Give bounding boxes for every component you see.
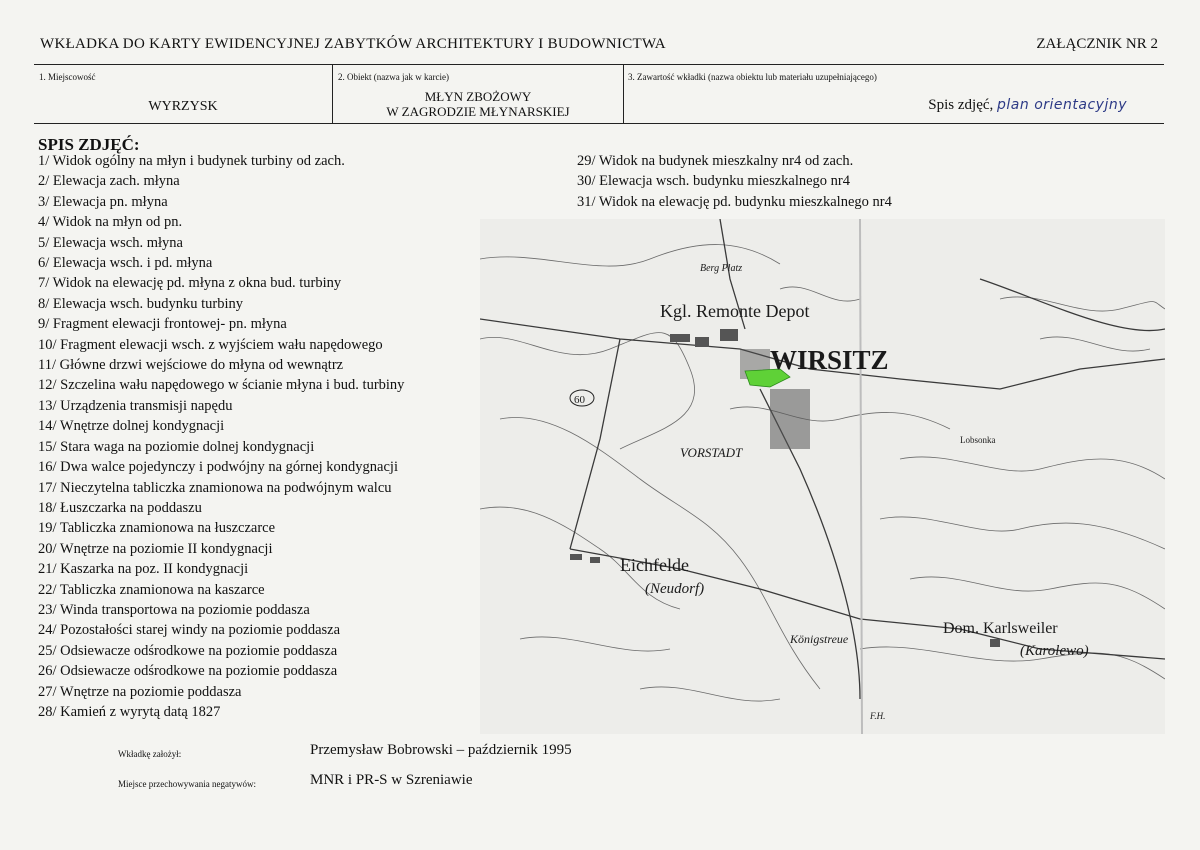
map-label-eichfelde: Eichfelde: [620, 555, 689, 575]
list-item: 22/ Tabliczka znamionowa na kaszarce: [38, 581, 265, 598]
list-item: 28/ Kamień z wyrytą datą 1827: [38, 703, 221, 720]
map-label-vorstadt: VORSTADT: [680, 445, 743, 460]
map-label-neudorf: (Neudorf): [645, 581, 705, 597]
photo-list-heading: SPIS ZDJĘĆ:: [38, 135, 140, 154]
locality-value: WYRZYSK: [148, 99, 218, 114]
locality-cell: [34, 65, 332, 123]
orientation-map: [480, 219, 1165, 734]
contents-cell: [623, 65, 1163, 123]
list-item: 24/ Pozostałości starej windy na poziomie poddasza: [38, 622, 341, 639]
list-item: 25/ Odsiewacze odśrodkowe na poziomie poddasza: [38, 642, 338, 659]
list-item: 5/ Elewacja wsch. młyna: [38, 234, 183, 251]
photo-list-left: [38, 151, 404, 722]
list-item: 8/ Elewacja wsch. budynku turbiny: [38, 295, 243, 312]
locality-label: 1. Miejscowość: [39, 72, 96, 82]
list-item: 20/ Wnętrze na poziomie II kondygnacji: [38, 540, 273, 557]
object-value-line2: W ZAGRODZIE MŁYNARSKIEJ: [386, 104, 570, 119]
storage-label: Miejsce przechowywania negatywów:: [118, 779, 256, 789]
contents-value: [928, 97, 1127, 114]
list-item: 14/ Wnętrze dolnej kondygnacji: [38, 418, 225, 435]
map-label-karlsweiler: Dom. Karlsweiler: [943, 620, 1058, 637]
list-item: 13/ Urządzenia transmisji napędu: [38, 397, 233, 414]
annex-number: ZAŁĄCZNIK NR 2: [1036, 36, 1158, 52]
list-item: 27/ Wnętrze na poziomie poddasza: [38, 683, 242, 700]
list-item: 9/ Fragment elewacji frontowej- pn. młyna: [38, 316, 287, 333]
list-item: 2/ Elewacja zach. młyna: [38, 173, 180, 190]
header-table: [34, 64, 1164, 124]
contents-typed: Spis zdjęć,: [928, 97, 994, 113]
map-label-remonte: Kgl. Remonte Depot: [660, 301, 810, 321]
map-label-lobsonka: Lobsonka: [960, 435, 996, 445]
map-label-ff: F.H.: [870, 711, 886, 721]
map-label-karolewo: (Karolewo): [1020, 643, 1089, 659]
storage-value: MNR i PR-S w Szreniawie: [310, 772, 473, 788]
photo-list-right: [577, 151, 892, 212]
list-item: 4/ Widok na młyn od pn.: [38, 214, 183, 231]
list-item: 18/ Łuszczarka na poddaszu: [38, 499, 202, 516]
map-label-wirsitz: WIRSITZ: [770, 345, 889, 375]
contents-handwritten: plan orientacyjny: [997, 97, 1127, 113]
list-item: 16/ Dwa walce pojedynczy i podwójny na górnej kondygnacji: [38, 459, 398, 476]
object-value-line1: MŁYN ZBOŻOWY: [424, 89, 532, 104]
object-cell: [332, 65, 624, 123]
founder-label: Wkładkę założył:: [118, 749, 182, 759]
list-item: 10/ Fragment elewacji wsch. z wyjściem wału napędowego: [38, 336, 383, 353]
list-item: 23/ Winda transportowa na poziomie poddasza: [38, 601, 310, 618]
list-item: 17/ Nieczytelna tabliczka znamionowa na podwójnym walcu: [38, 479, 392, 496]
list-item: 26/ Odsiewacze odśrodkowe na poziomie poddasza: [38, 663, 338, 680]
object-value: [333, 89, 623, 119]
map-marker-60: 60: [574, 394, 585, 406]
list-item: 31/ Widok na elewację pd. budynku mieszkalnego nr4: [577, 193, 892, 210]
map-label-berg-platz: Berg Platz: [700, 263, 743, 274]
list-item: 19/ Tabliczka znamionowa na łuszczarce: [38, 520, 276, 537]
list-item: 3/ Elewacja pn. młyna: [38, 193, 168, 210]
list-item: 1/ Widok ogólny na młyn i budynek turbiny od zach.: [38, 153, 345, 169]
list-item: 11/ Główne drzwi wejściowe do młyna od wewnątrz: [38, 357, 344, 374]
list-item: 30/ Elewacja wsch. budynku mieszkalnego nr4: [577, 173, 851, 190]
list-item: 12/ Szczelina wału napędowego w ścianie młyna i bud. turbiny: [38, 377, 405, 394]
object-label: 2. Obiekt (nazwa jak w karcie): [338, 72, 449, 82]
map-label-konigstreu: Königstreue: [790, 632, 849, 646]
contents-label: 3. Zawartość wkładki (nazwa obiektu lub materiału uzupełniającego): [628, 72, 877, 82]
list-item: 6/ Elewacja wsch. i pd. młyna: [38, 255, 213, 272]
list-item: 29/ Widok na budynek mieszkalny nr4 od zach.: [577, 153, 854, 169]
list-item: 7/ Widok na elewację pd. młyna z okna bud. turbiny: [38, 275, 342, 292]
list-item: 21/ Kaszarka na poz. II kondygnacji: [38, 561, 249, 578]
document-title: WKŁADKA DO KARTY EWIDENCYJNEJ ZABYTKÓW ARCHITEKTURY I BUDOWNICTWA: [40, 36, 666, 52]
founder-value: Przemysław Bobrowski – październik 1995: [310, 742, 572, 758]
list-item: 15/ Stara waga na poziomie dolnej kondygnacji: [38, 438, 315, 455]
